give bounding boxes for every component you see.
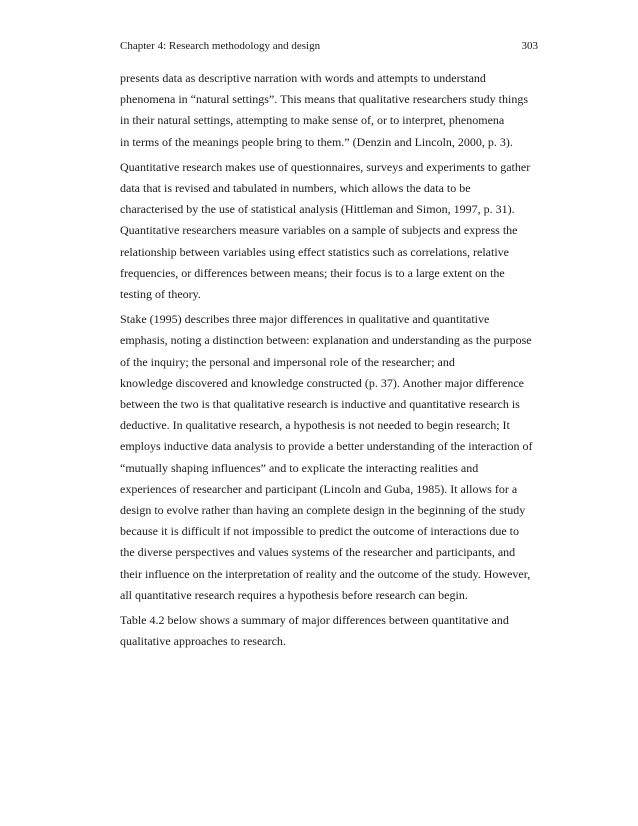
paragraph-4 [120,610,540,652]
page-number: 303 [521,40,538,52]
text-line: knowledge discovered and knowledge constructed (p. 37). Another major difference [120,375,524,390]
text-line: phenomena in “natural settings”. This means that qualitative researchers study things [120,92,528,107]
text-line: presents data as descriptive narration with words and attempts to understand [120,71,486,85]
body-text [120,68,540,656]
text-line: in terms of the meanings people bring to them.” (Denzin and Lincoln, 2000, p. 3). [120,134,513,149]
paragraph-2 [120,157,540,305]
page-header [120,38,538,54]
paragraph-3 [120,309,540,606]
text-line: deductive. In qualitative research, a hypothesis is not needed to begin research; It [120,418,510,433]
text-line: characterised by the use of statistical analysis (Hittleman and Simon, 1997, p. 31). [120,202,515,217]
text-line: the diverse perspectives and values systems of the researcher and participants, and [120,545,516,560]
text-line: Stake (1995) describes three major differences in qualitative and quantitative [120,312,490,327]
paragraph-1 [120,68,540,153]
text-line: Quantitative researchers measure variables on a sample of subjects and express the [120,223,518,238]
text-line: of the inquiry; the personal and impersonal role of the researcher; and [120,354,455,369]
chapter-title: Chapter 4: Research methodology and design [120,40,321,52]
text-line: employs inductive data analysis to provide a better understanding of the interaction of [120,439,533,454]
text-line: qualitative approaches to research. [120,634,286,649]
text-line: in their natural settings, attempting to make sense of, or to interpret, phenomena [120,113,505,128]
text-line: all quantitative research requires a hypothesis before research can begin. [120,587,468,602]
text-line: Table 4.2 below shows a summary of major differences between quantitative and [120,613,509,628]
text-line: Quantitative research makes use of questionnaires, surveys and experiments to gather [120,159,531,174]
text-line: “mutually shaping influences” and to explicate the interacting realities and [120,460,479,475]
text-line: relationship between variables using effect statistics such as correlations, relative [120,244,509,259]
text-line: because it is difficult if not impossible to predict the outcome of interactions due to [120,524,520,539]
text-line: data that is revised and tabulated in numbers, which allows the data to be [120,181,471,196]
text-line: frequencies, or differences between means; their focus is to a large extent on the [120,265,505,280]
text-line: between the two is that qualitative research is inductive and quantitative research is [120,397,520,412]
text-line: testing of theory. [120,287,201,302]
text-line: emphasis, noting a distinction between: explanation and understanding as the purpose [120,333,532,348]
text-line: design to evolve rather than having an complete design in the beginning of the study [120,503,526,518]
text-line: experiences of researcher and participant (Lincoln and Guba, 1985). It allows for a [120,481,518,496]
text-line: their influence on the interpretation of reality and the outcome of the study. However, [120,566,531,581]
